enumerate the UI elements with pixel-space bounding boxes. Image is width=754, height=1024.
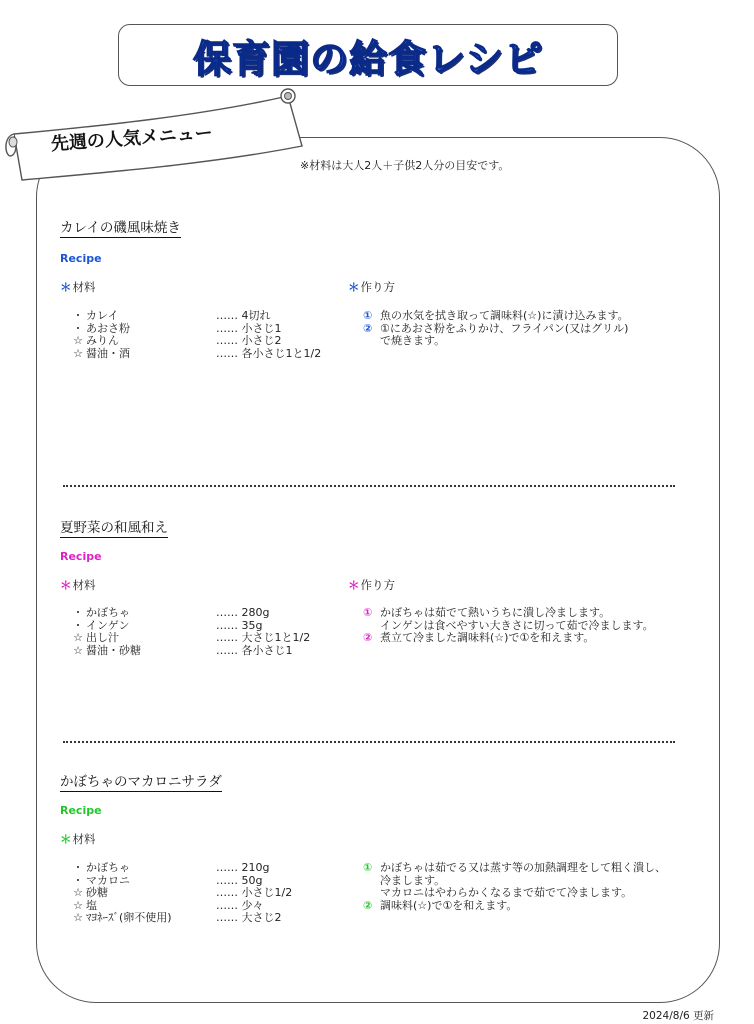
list-item: ・ インゲン ‥‥‥ 35g xyxy=(72,618,263,632)
asterisk-icon: ＊ xyxy=(60,832,72,846)
step-number: ① xyxy=(363,309,373,322)
page-title: 保育園の給食レシピ xyxy=(192,36,544,81)
recipe-title: かぼちゃのマカロニサラダ xyxy=(60,770,222,792)
asterisk-icon: ＊ xyxy=(60,280,72,294)
list-item: ☆ 出し汁 ‥‥‥ 大さじ1と1/2 xyxy=(73,631,311,644)
step-number: ② xyxy=(363,321,373,335)
asterisk-icon: ＊ xyxy=(348,280,360,294)
recipe-title: 夏野菜の和風和え xyxy=(60,516,168,538)
list-item: ・ かぼちゃ ‥‥‥ 280g xyxy=(72,606,270,619)
steps-heading: ＊作り方 xyxy=(348,280,395,294)
recipe-tag: Recipe xyxy=(60,550,102,563)
title-box xyxy=(118,24,618,86)
ingredients-heading: ＊材料 xyxy=(60,832,96,846)
banner-title: 先週の人気メニュー xyxy=(50,122,214,155)
list-item: ☆ 塩 ‥‥‥ 少々 xyxy=(73,898,264,912)
list-item: ② 煮立て冷ました調味料(☆)で①を和えます。 xyxy=(363,631,595,644)
divider xyxy=(63,485,675,487)
step-list xyxy=(363,310,703,348)
ingredient-list xyxy=(70,309,322,360)
step-number: ② xyxy=(363,631,373,644)
update-date: 2024/8/6 更新 xyxy=(642,1010,714,1022)
list-item: ☆ みりん ‥‥‥ 小さじ2 xyxy=(73,334,282,347)
recipe-title: カレイの磯風味焼き xyxy=(60,216,181,238)
step-number: ① xyxy=(363,861,373,874)
ingredients-heading: ＊材料 xyxy=(60,578,96,592)
list-item: ☆ 砂糖 ‥‥‥ 小さじ1/2 xyxy=(73,886,293,899)
list-item: ☆ ﾏﾖﾈｰｽﾞ(卵不使用) ‥‥‥ 大さじ2 xyxy=(73,911,282,924)
divider xyxy=(63,741,675,743)
steps-heading: ＊作り方 xyxy=(348,578,395,592)
ingredient-list xyxy=(70,861,293,925)
list-item: ① 魚の水気を拭き取って調味料(☆)に漬け込みます。 xyxy=(363,309,629,322)
asterisk-icon: ＊ xyxy=(348,578,360,592)
step-list xyxy=(363,862,703,912)
recipe-tag: Recipe xyxy=(60,252,102,265)
ingredients-heading: ＊材料 xyxy=(60,280,96,294)
step-number: ① xyxy=(363,606,373,619)
list-item: ☆ 醤油・酒 ‥‥‥ 各小さじ1と1/2 xyxy=(73,346,322,360)
list-item: ・ カレイ ‥‥‥ 4切れ xyxy=(72,309,271,322)
list-item: ① かぼちゃは茹でて熱いうちに潰し冷まします。 インゲンは食べやすい大きさに切って茹で冷まします。 xyxy=(363,606,654,632)
step-number: ② xyxy=(363,898,373,912)
list-item: ・ あおさ粉 ‥‥‥ 小さじ1 xyxy=(72,321,282,335)
ingredient-list xyxy=(70,606,311,657)
list-item: ☆ 醤油・砂糖 ‥‥‥ 各小さじ1 xyxy=(73,643,293,657)
step-list xyxy=(363,607,703,645)
recipe-tag: Recipe xyxy=(60,804,102,817)
asterisk-icon: ＊ xyxy=(60,578,72,592)
list-item: ・ かぼちゃ ‥‥‥ 210g xyxy=(72,861,270,874)
list-item: ② ①にあおさ粉をふりかけ、フライパン(又はグリル) で焼きます。 xyxy=(363,321,629,347)
list-item: ① かぼちゃは茹でる又は蒸す等の加熱調理をして粗く潰し、 冷まします。 マカロニはやわらかくなるまで茹でて冷まします。 xyxy=(363,861,666,899)
list-item: ② 調味料(☆)で①を和えます。 xyxy=(363,898,518,912)
ingredient-note: ※材料は大人2人＋子供2人分の目安です。 xyxy=(300,159,510,172)
list-item: ・ マカロニ ‥‥‥ 50g xyxy=(72,873,263,887)
